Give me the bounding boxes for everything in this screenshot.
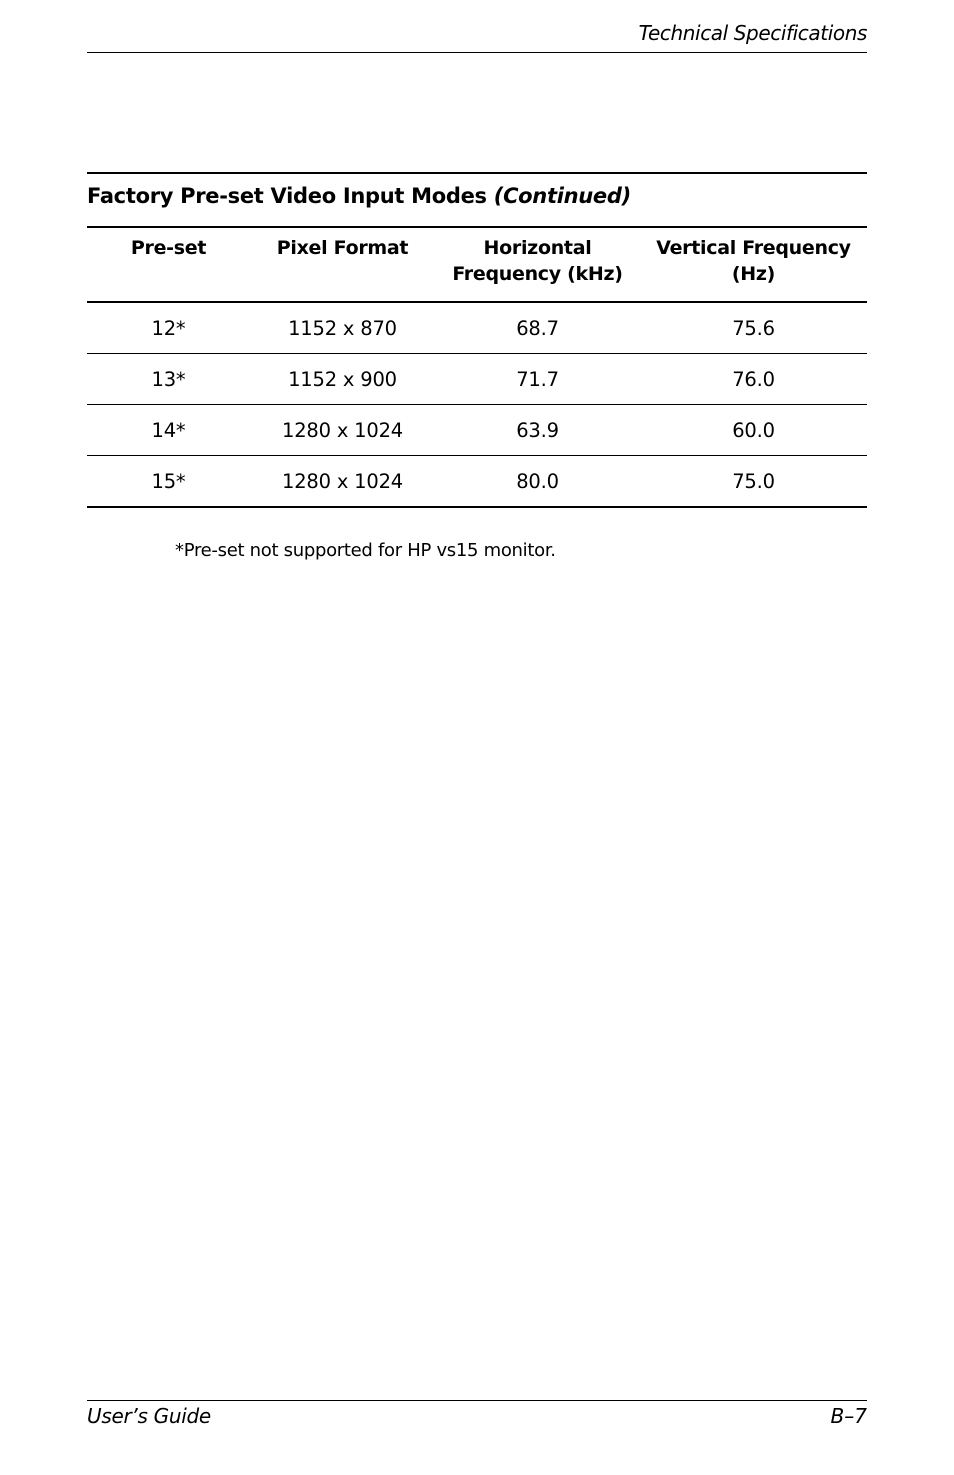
table-row <box>87 302 867 354</box>
cell-vertical-frequency: 75.6 <box>640 302 867 354</box>
column-header-horizontal-frequency-text: Horizontal Frequency (kHz) <box>452 237 623 285</box>
table-row <box>87 354 867 405</box>
column-header-horizontal-frequency <box>435 228 640 302</box>
guide-name: User’s Guide <box>87 1404 211 1428</box>
column-header-preset: Pre-set <box>87 228 250 302</box>
page-footer <box>87 1400 867 1441</box>
cell-vertical-frequency: 75.0 <box>640 456 867 508</box>
cell-preset: 14* <box>87 405 250 456</box>
video-modes-table-block <box>87 172 867 508</box>
cell-pixel-format: 1152 x 870 <box>250 302 435 354</box>
cell-pixel-format: 1280 x 1024 <box>250 405 435 456</box>
video-modes-table <box>87 228 867 508</box>
column-header-vertical-frequency <box>640 228 867 302</box>
table-row <box>87 405 867 456</box>
cell-pixel-format: 1280 x 1024 <box>250 456 435 508</box>
table-footnote: *Pre-set not supported for HP vs15 monitor. <box>175 540 556 561</box>
table-title-text: Factory Pre-set Video Input Modes <box>87 184 487 208</box>
table-header-row <box>87 228 867 302</box>
cell-vertical-frequency: 60.0 <box>640 405 867 456</box>
cell-horizontal-frequency: 80.0 <box>435 456 640 508</box>
column-header-pixel-format: Pixel Format <box>250 228 435 302</box>
table-row <box>87 456 867 508</box>
cell-preset: 15* <box>87 456 250 508</box>
cell-pixel-format: 1152 x 900 <box>250 354 435 405</box>
table-title <box>87 174 867 228</box>
page-number: B–7 <box>830 1404 867 1428</box>
cell-horizontal-frequency: 71.7 <box>435 354 640 405</box>
page-header <box>87 0 867 53</box>
section-title: Technical Specifications <box>638 21 867 45</box>
column-header-vertical-frequency-text: Vertical Frequency (Hz) <box>656 237 851 285</box>
cell-preset: 13* <box>87 354 250 405</box>
cell-horizontal-frequency: 68.7 <box>435 302 640 354</box>
cell-vertical-frequency: 76.0 <box>640 354 867 405</box>
cell-horizontal-frequency: 63.9 <box>435 405 640 456</box>
cell-preset: 12* <box>87 302 250 354</box>
table-title-suffix: (Continued) <box>493 184 631 208</box>
